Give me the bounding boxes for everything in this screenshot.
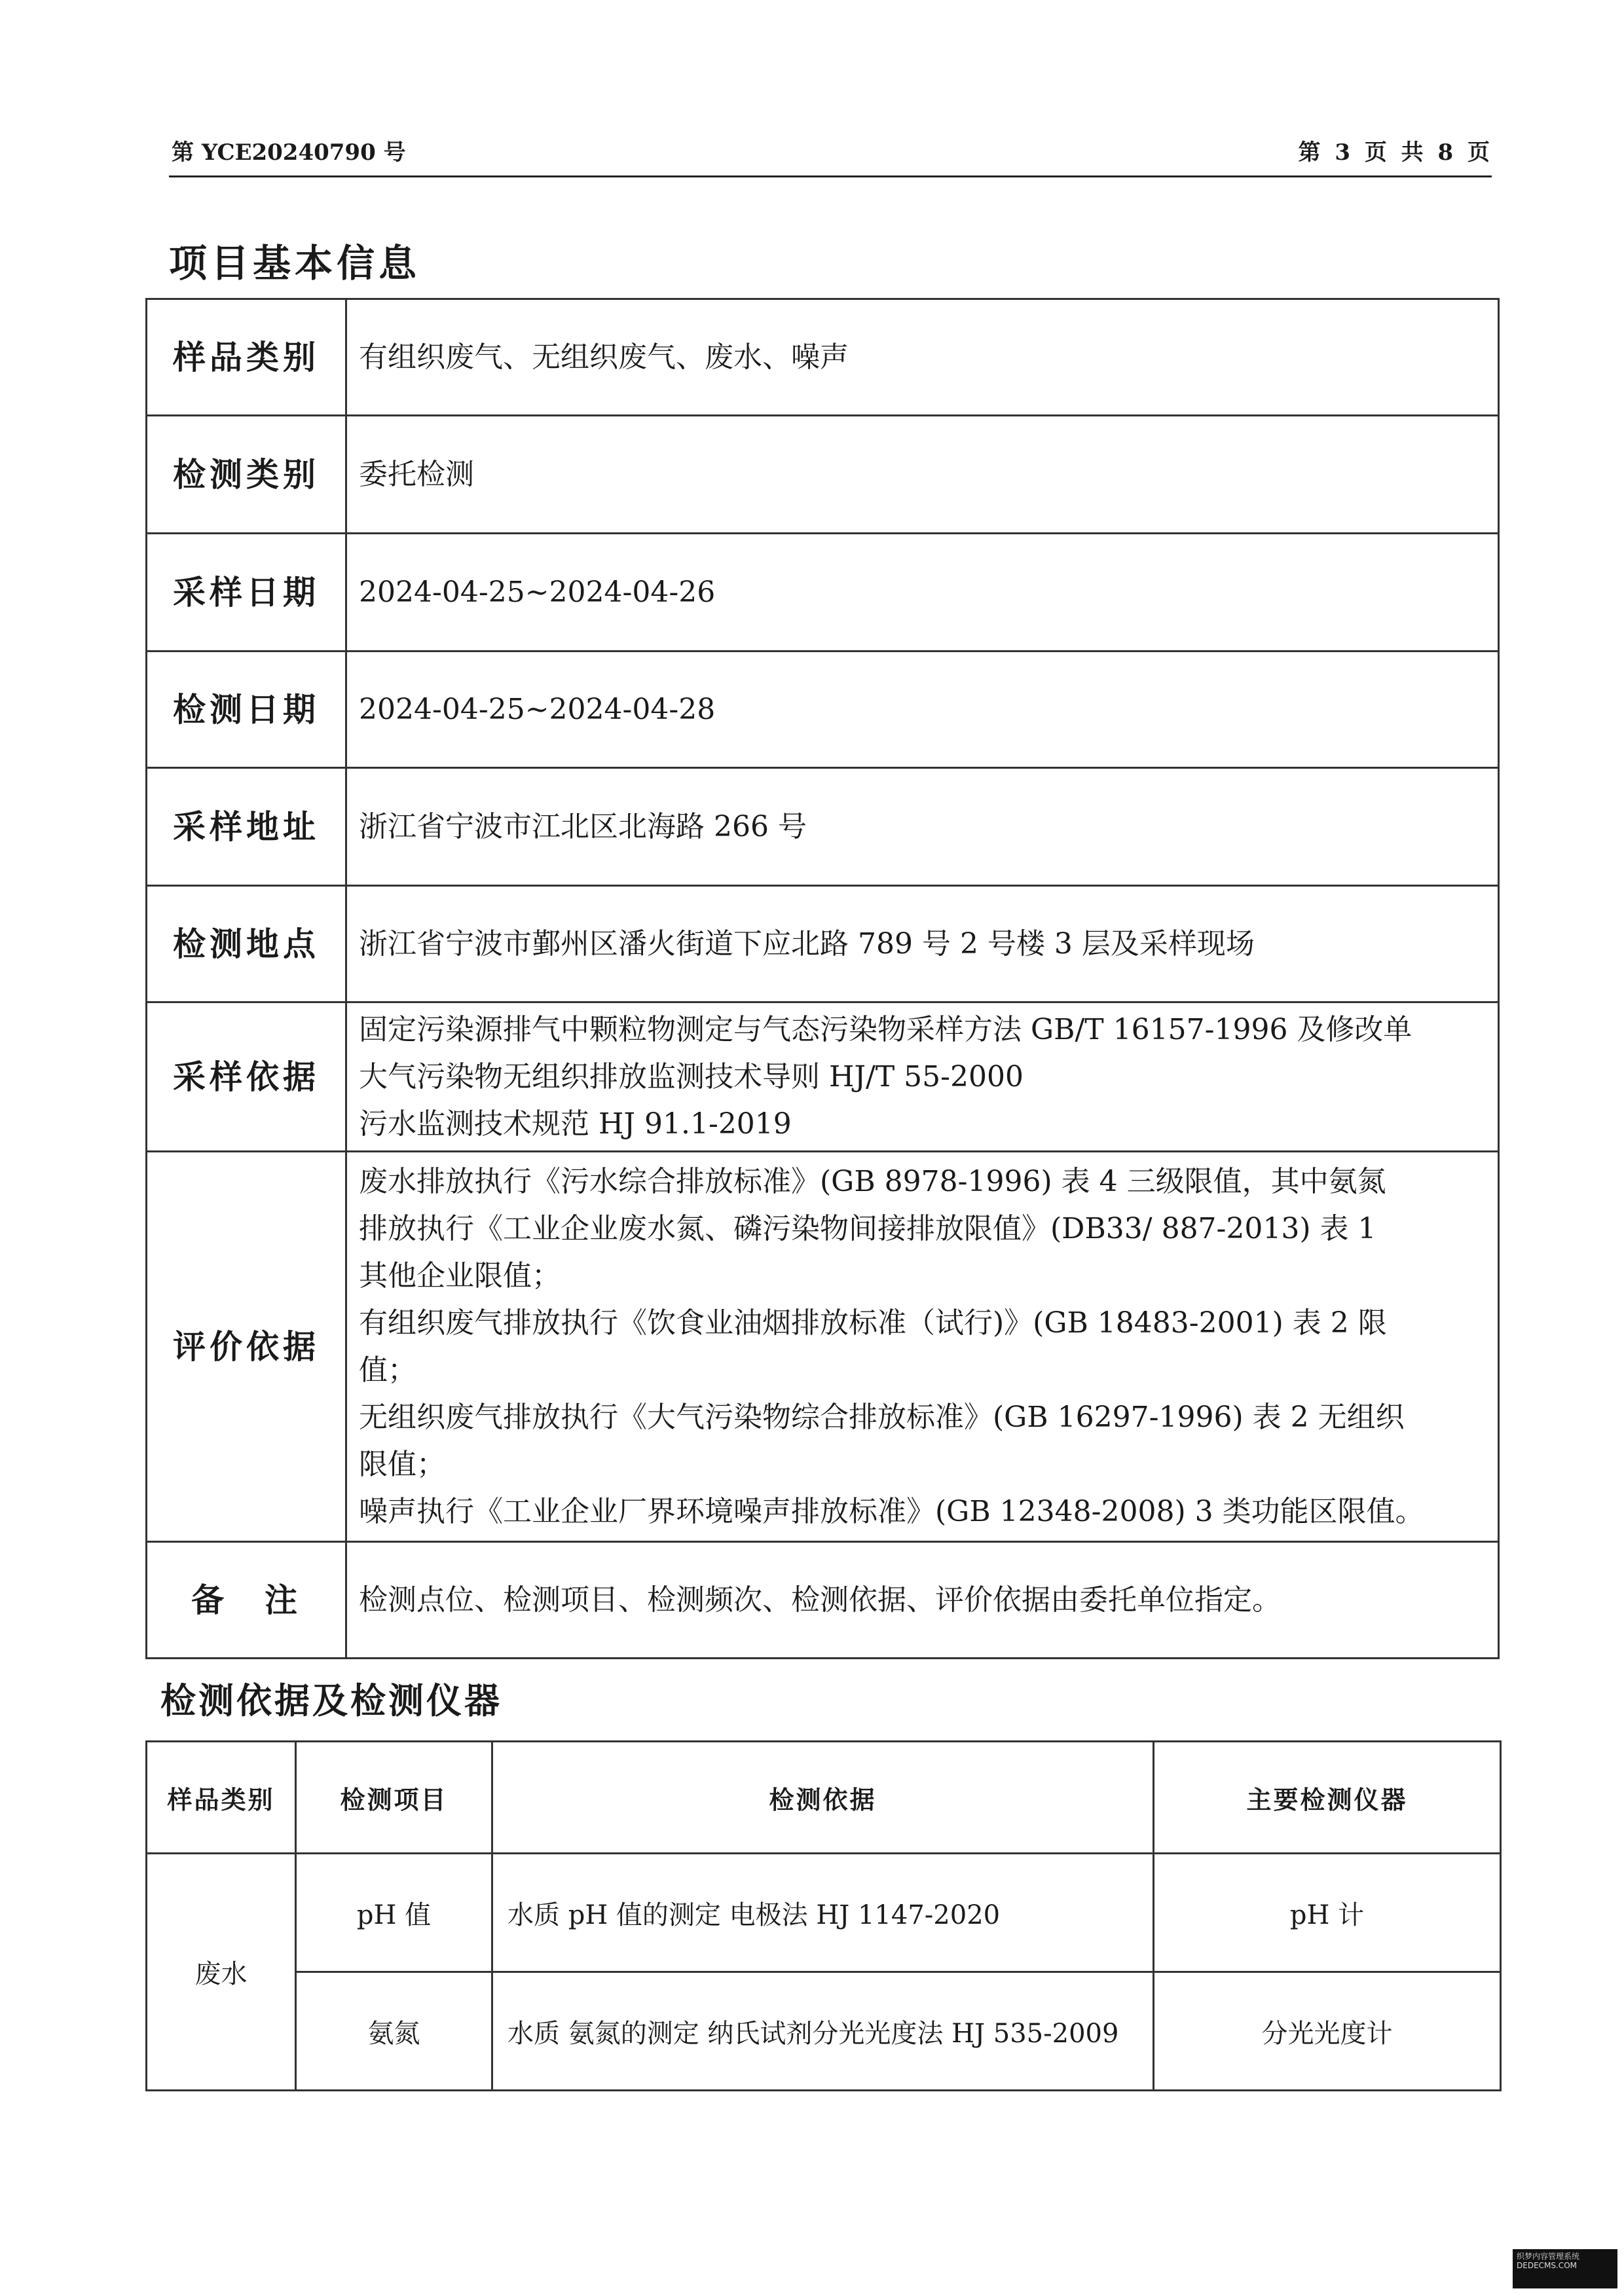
- column-header: 检测项目: [296, 1742, 492, 1854]
- table-row: [147, 416, 1499, 534]
- table-row: [147, 1152, 1499, 1542]
- header-divider: [169, 175, 1492, 177]
- table-row: [147, 768, 1499, 886]
- row-value: 检测点位、检测项目、检测频次、检测依据、评价依据由委托单位指定。: [346, 1542, 1499, 1659]
- report-number: 第 YCE20240790 号: [172, 139, 406, 166]
- column-header: 检测依据: [492, 1742, 1154, 1854]
- test-item-cell: pH 值: [296, 1854, 492, 1972]
- page-indicator: 第 3 页 共 8 页: [1298, 139, 1490, 166]
- row-value: 2024-04-25~2024-04-28: [346, 652, 1499, 768]
- table-row: [147, 1854, 1501, 1972]
- row-label: 检测类别: [147, 416, 346, 534]
- row-value: 有组织废气、无组织废气、废水、噪声: [346, 299, 1499, 416]
- row-label: 评价依据: [147, 1152, 346, 1542]
- row-value: 委托检测: [346, 416, 1499, 534]
- column-header: 样品类别: [147, 1742, 296, 1854]
- instrument-cell: 分光光度计: [1154, 1972, 1501, 2091]
- test-item-cell: 氨氮: [296, 1972, 492, 2091]
- section-title-methods: 检测依据及检测仪器: [160, 1680, 502, 1721]
- instrument-cell: pH 计: [1154, 1854, 1501, 1972]
- table-row: [147, 534, 1499, 652]
- table-header-row: [147, 1742, 1501, 1854]
- row-label: 检测地点: [147, 886, 346, 1002]
- row-value: 废水排放执行《污水综合排放标准》(GB 8978-1996) 表 4 三级限值，其中氨氮 排放执行《工业企业废水氮、磷污染物间接排放限值》(DB33/ 887-2013) 表 1 其他企业限值； 有组织废气排放执行《饮食业油烟排放标准（试行)》(GB 18483-2001) 表 2 限 值； 无组织废气排放执行《大气污染物综合排放标准》(GB 16297-1996) 表 2 无组织 限值； 噪声执行《工业企业厂界环境噪声排放标准》(GB 12348-2008) 3 类功能区限值。: [346, 1152, 1499, 1542]
- row-value: 固定污染源排气中颗粒物测定与气态污染物采样方法 GB/T 16157-1996 及修改单 大气污染物无组织排放监测技术导则 HJ/T 55-2000 污水监测技术规范 HJ 91.1-2019: [346, 1002, 1499, 1152]
- methods-instruments-table: [145, 1740, 1502, 2091]
- row-label: 样品类别: [147, 299, 346, 416]
- test-basis-cell: 水质 pH 值的测定 电极法 HJ 1147-2020: [492, 1854, 1154, 1972]
- row-value: 2024-04-25~2024-04-26: [346, 534, 1499, 652]
- row-label: 采样地址: [147, 768, 346, 886]
- row-label-remarks: 备 注: [147, 1542, 346, 1659]
- row-label: 采样依据: [147, 1002, 346, 1152]
- table-row: [147, 299, 1499, 416]
- site-watermark: 织梦内容管理系统 DEDECMS.COM: [1513, 2249, 1617, 2288]
- row-label: 采样日期: [147, 534, 346, 652]
- section-title-basic-info: 项目基本信息: [169, 241, 421, 285]
- table-row: [147, 1542, 1499, 1659]
- basic-info-table: [145, 298, 1500, 1659]
- sample-category-cell: 废水: [147, 1854, 296, 2091]
- row-value: 浙江省宁波市江北区北海路 266 号: [346, 768, 1499, 886]
- row-value: 浙江省宁波市鄞州区潘火街道下应北路 789 号 2 号楼 3 层及采样现场: [346, 886, 1499, 1002]
- column-header: 主要检测仪器: [1154, 1742, 1501, 1854]
- row-label: 检测日期: [147, 652, 346, 768]
- table-row: [147, 1972, 1501, 2091]
- table-row: [147, 652, 1499, 768]
- table-row: [147, 886, 1499, 1002]
- table-row: [147, 1002, 1499, 1152]
- test-basis-cell: 水质 氨氮的测定 纳氏试剂分光光度法 HJ 535-2009: [492, 1972, 1154, 2091]
